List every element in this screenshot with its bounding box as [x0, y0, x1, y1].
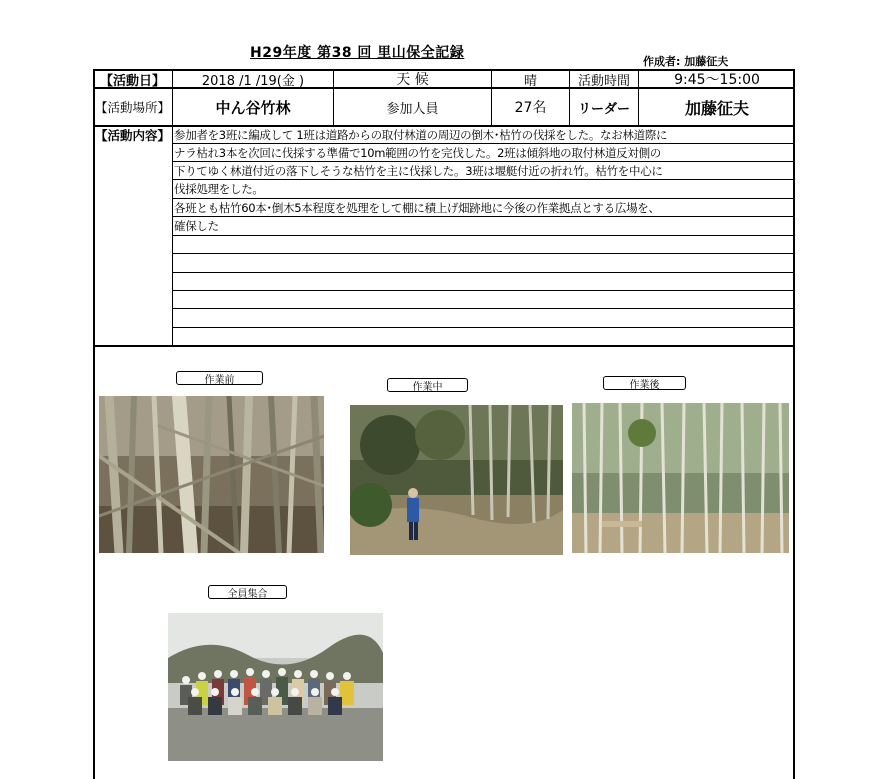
- place-value: 中ん谷竹林: [215, 98, 291, 117]
- author: 作成者: 加藤征夫: [643, 55, 729, 68]
- content-rule: [172, 327, 795, 328]
- content-line: 参加者を3班に編成して 1班は道路からの取付林道の周辺の倒木･枯竹の伐採をした。なお林道際に: [174, 128, 668, 142]
- date-value: 2018 /1 /19(金 ): [201, 73, 305, 89]
- content-rule: [172, 143, 795, 144]
- during-photo: [350, 405, 563, 555]
- date-label: 【活動日】: [99, 73, 165, 89]
- after-caption: 作業後: [603, 376, 686, 390]
- content-rule: [172, 161, 795, 162]
- participants-value: 27名: [514, 100, 547, 116]
- group-caption: 全員集合: [208, 585, 287, 599]
- content-label: 【活動内容】: [94, 128, 170, 143]
- content-rule: [172, 308, 795, 309]
- after-photo: [572, 403, 789, 553]
- during-caption: 作業中: [387, 378, 468, 392]
- content-rule: [172, 235, 795, 236]
- content-line: 伐採処理をした。: [174, 182, 264, 196]
- weather-value: 晴: [523, 73, 537, 89]
- content-line: 各班とも枯竹60本･倒木5本程度を処理をして棚に積上げ畑跡地に今後の作業拠点とする広場を、: [174, 201, 660, 215]
- content-rule: [172, 179, 795, 180]
- time-label: 活動時間: [577, 73, 630, 89]
- participants-label: 参加人員: [386, 101, 439, 117]
- group-photo: [168, 613, 383, 761]
- place-label: 【活動場所】: [94, 100, 170, 115]
- section-divider: [93, 345, 795, 347]
- weather-label: 天 候: [396, 72, 429, 88]
- content-line: ナラ枯れ3本を次回に伐採する準備で10m範囲の竹を完伐した。2班は傾斜地の取付林道反対側の: [174, 146, 661, 160]
- before-caption: 作業前: [176, 371, 263, 385]
- content-rule: [172, 272, 795, 273]
- leader-value: 加藤征夫: [684, 98, 749, 118]
- content-rule: [172, 253, 795, 254]
- content-line: 確保した: [174, 219, 219, 233]
- content-rule: [172, 216, 795, 217]
- content-rule: [172, 198, 795, 199]
- leader-label: リーダー: [577, 101, 630, 117]
- before-photo: [99, 396, 324, 553]
- content-line: 下りてゆく林道付近の落下しそうな枯竹を主に伐採した。3班は堰艇付近の折れ竹。枯竹を中心に: [174, 164, 663, 178]
- content-rule: [172, 290, 795, 291]
- time-value: 9:45〜15:00: [674, 72, 760, 88]
- record-title: H29年度 第38 回 里山保全記録: [250, 45, 465, 61]
